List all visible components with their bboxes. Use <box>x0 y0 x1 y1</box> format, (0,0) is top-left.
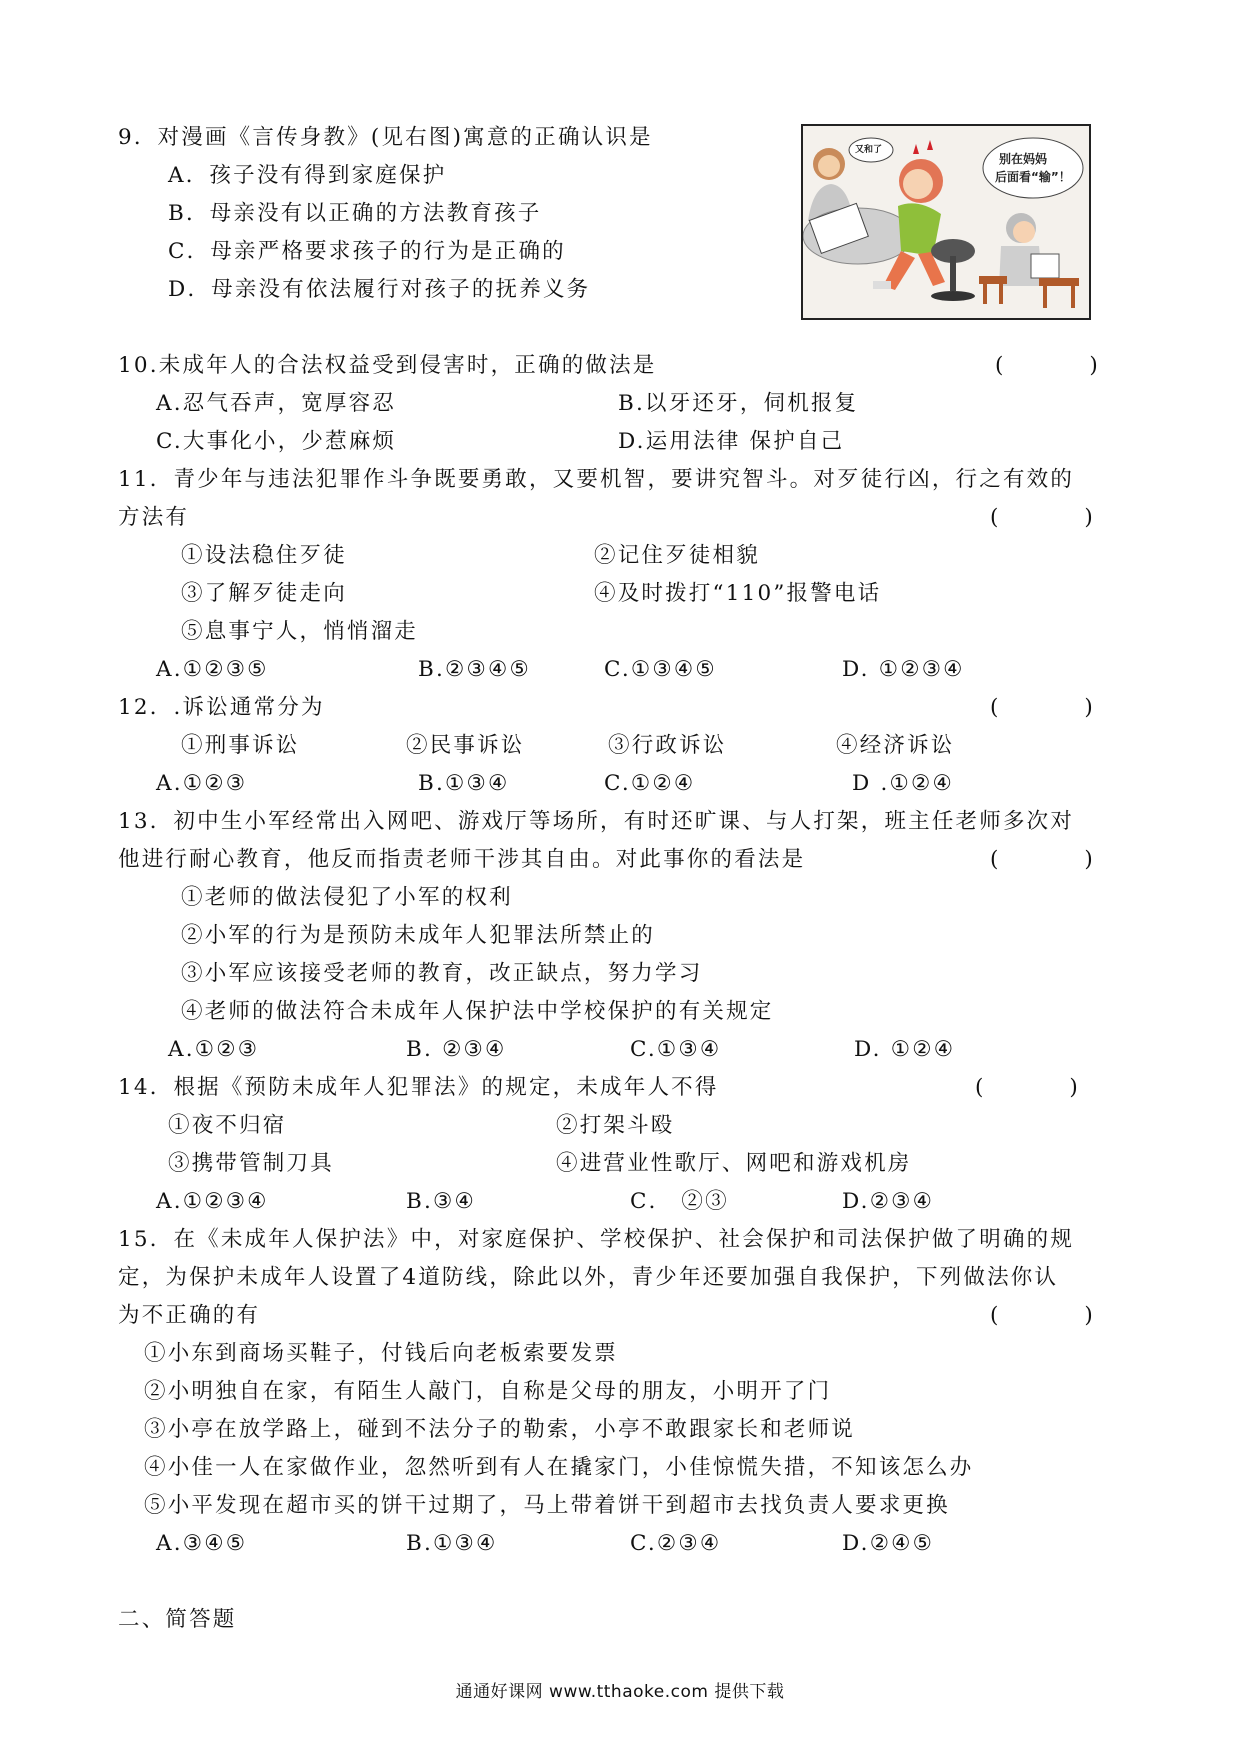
q14-stem: 14．根据《预防未成年人犯罪法》的规定，未成年人不得 <box>118 1075 719 1100</box>
page-footer: 通通好课网 www.tthaoke.com 提供下载 <box>455 1682 785 1702</box>
q11-option-d: D. ①②③④ <box>842 657 965 682</box>
q15-option-b: B.①③④ <box>406 1531 498 1556</box>
q11-item-4: ④及时拨打“110”报警电话 <box>594 581 882 606</box>
q13-option-c: C.①③④ <box>630 1037 722 1062</box>
section2-title: 二、简答题 <box>118 1607 237 1632</box>
q14-option-c: C． ②③ <box>630 1189 729 1214</box>
q12-option-a: A.①②③ <box>156 771 248 796</box>
q13-item-1: ①老师的做法侵犯了小军的权利 <box>181 885 513 910</box>
q10-option-d: D.运用法律 保护自己 <box>618 429 845 454</box>
q14-option-b: B.③④ <box>406 1189 476 1214</box>
q12-item-2: ②民事诉讼 <box>406 733 525 758</box>
q9-option-d: D．母亲没有依法履行对孩子的抚养义务 <box>168 277 591 302</box>
q9-option-c: C．母亲严格要求孩子的行为是正确的 <box>168 239 566 264</box>
q11-option-a: A.①②③⑤ <box>156 657 269 682</box>
q13-item-4: ④老师的做法符合未成年人保护法中学校保护的有关规定 <box>181 999 774 1024</box>
q11-item-3: ③了解歹徒走向 <box>181 581 347 606</box>
q11-answer-bracket: ( ) <box>990 505 1093 530</box>
q14-item-1: ①夜不归宿 <box>168 1113 287 1138</box>
q14-option-d: D.②③④ <box>842 1189 935 1214</box>
q10-option-b: B.以牙还牙，伺机报复 <box>618 391 859 416</box>
q15-item-4: ④小佳一人在家做作业，忽然听到有人在撬家门，小佳惊慌失措，不知该怎么办 <box>144 1455 974 1480</box>
cartoon-bubble-right-line1: 别在妈妈 <box>999 152 1048 166</box>
q14-item-4: ④进营业性歌厅、网吧和游戏机房 <box>556 1151 912 1176</box>
q12-item-1: ①刑事诉讼 <box>181 733 300 758</box>
q13-option-d: D. ①②④ <box>854 1037 956 1062</box>
q13-item-2: ②小军的行为是预防未成年人犯罪法所禁止的 <box>181 923 656 948</box>
cartoon-bubble-right-line2: 后面看“输”！ <box>995 170 1071 184</box>
cartoon-image <box>801 124 1091 320</box>
q11-stem-line1: 11．青少年与违法犯罪作斗争既要勇敢，又要机智，要讲究智斗。对歹徒行凶，行之有效的 <box>118 467 1075 492</box>
q11-stem-line2: 方法有 <box>118 505 190 530</box>
q11-item-2: ②记住歹徒相貌 <box>594 543 760 568</box>
q12-answer-bracket: ( ) <box>990 695 1093 720</box>
q15-item-3: ③小亭在放学路上，碰到不法分子的勒索，小亭不敢跟家长和老师说 <box>144 1417 856 1442</box>
q15-item-2: ②小明独自在家，有陌生人敲门，自称是父母的朋友，小明开了门 <box>144 1379 832 1404</box>
q15-stem-line1: 15．在《未成年人保护法》中，对家庭保护、学校保护、社会保护和司法保护做了明确的规 <box>118 1227 1075 1252</box>
q13-answer-bracket: ( ) <box>990 847 1093 872</box>
q14-item-3: ③携带管制刀具 <box>168 1151 334 1176</box>
q15-stem-line2: 定，为保护未成年人设置了4道防线，除此以外，青少年还要加强自我保护，下列做法你认 <box>118 1265 1059 1290</box>
q10-stem: 10.未成年人的合法权益受到侵害时，正确的做法是 <box>118 353 657 378</box>
q9-stem: 9．对漫画《言传身教》(见右图)寓意的正确认识是 <box>118 125 653 150</box>
q10-option-c: C.大事化小，少惹麻烦 <box>156 429 397 454</box>
q13-option-b: B. ②③④ <box>406 1037 507 1062</box>
q13-stem-line1: 13．初中生小军经常出入网吧、游戏厅等场所，有时还旷课、与人打架，班主任老师多次对 <box>118 809 1075 834</box>
q12-option-c: C.①②④ <box>604 771 696 796</box>
q11-item-5: ⑤息事宁人，悄悄溜走 <box>181 619 419 644</box>
q15-item-5: ⑤小平发现在超市买的饼干过期了，马上带着饼干到超市去找负责人要求更换 <box>144 1493 950 1518</box>
q12-option-d: D .①②④ <box>852 771 954 796</box>
q11-option-c: C.①③④⑤ <box>604 657 717 682</box>
q14-answer-bracket: ( ) <box>975 1075 1078 1100</box>
q12-stem: 12．.诉讼通常分为 <box>118 695 325 720</box>
q10-answer-bracket: ( ) <box>995 353 1098 378</box>
q15-option-d: D.②④⑤ <box>842 1531 935 1556</box>
cartoon-bubble-left: 又和了 <box>855 145 883 155</box>
q15-option-c: C.②③④ <box>630 1531 722 1556</box>
q12-item-4: ④经济诉讼 <box>836 733 955 758</box>
q11-option-b: B.②③④⑤ <box>418 657 531 682</box>
q10-option-a: A.忍气吞声，宽厚容忍 <box>156 391 397 416</box>
q15-answer-bracket: ( ) <box>990 1303 1093 1328</box>
q12-item-3: ③行政诉讼 <box>608 733 727 758</box>
q15-option-a: A.③④⑤ <box>156 1531 248 1556</box>
q13-item-3: ③小军应该接受老师的教育，改正缺点，努力学习 <box>181 961 703 986</box>
q11-item-1: ①设法稳住歹徒 <box>181 543 347 568</box>
q15-item-1: ①小东到商场买鞋子，付钱后向老板索要发票 <box>144 1341 619 1366</box>
q9-option-b: B．母亲没有以正确的方法教育孩子 <box>168 201 542 226</box>
q13-option-a: A.①②③ <box>168 1037 260 1062</box>
q9-option-a: A．孩子没有得到家庭保护 <box>168 163 447 188</box>
q14-option-a: A.①②③④ <box>156 1189 269 1214</box>
q14-item-2: ②打架斗殴 <box>556 1113 675 1138</box>
q12-option-b: B.①③④ <box>418 771 510 796</box>
q13-stem-line2: 他进行耐心教育，他反而指责老师干涉其自由。对此事你的看法是 <box>118 847 806 872</box>
q15-stem-line3: 为不正确的有 <box>118 1303 261 1328</box>
